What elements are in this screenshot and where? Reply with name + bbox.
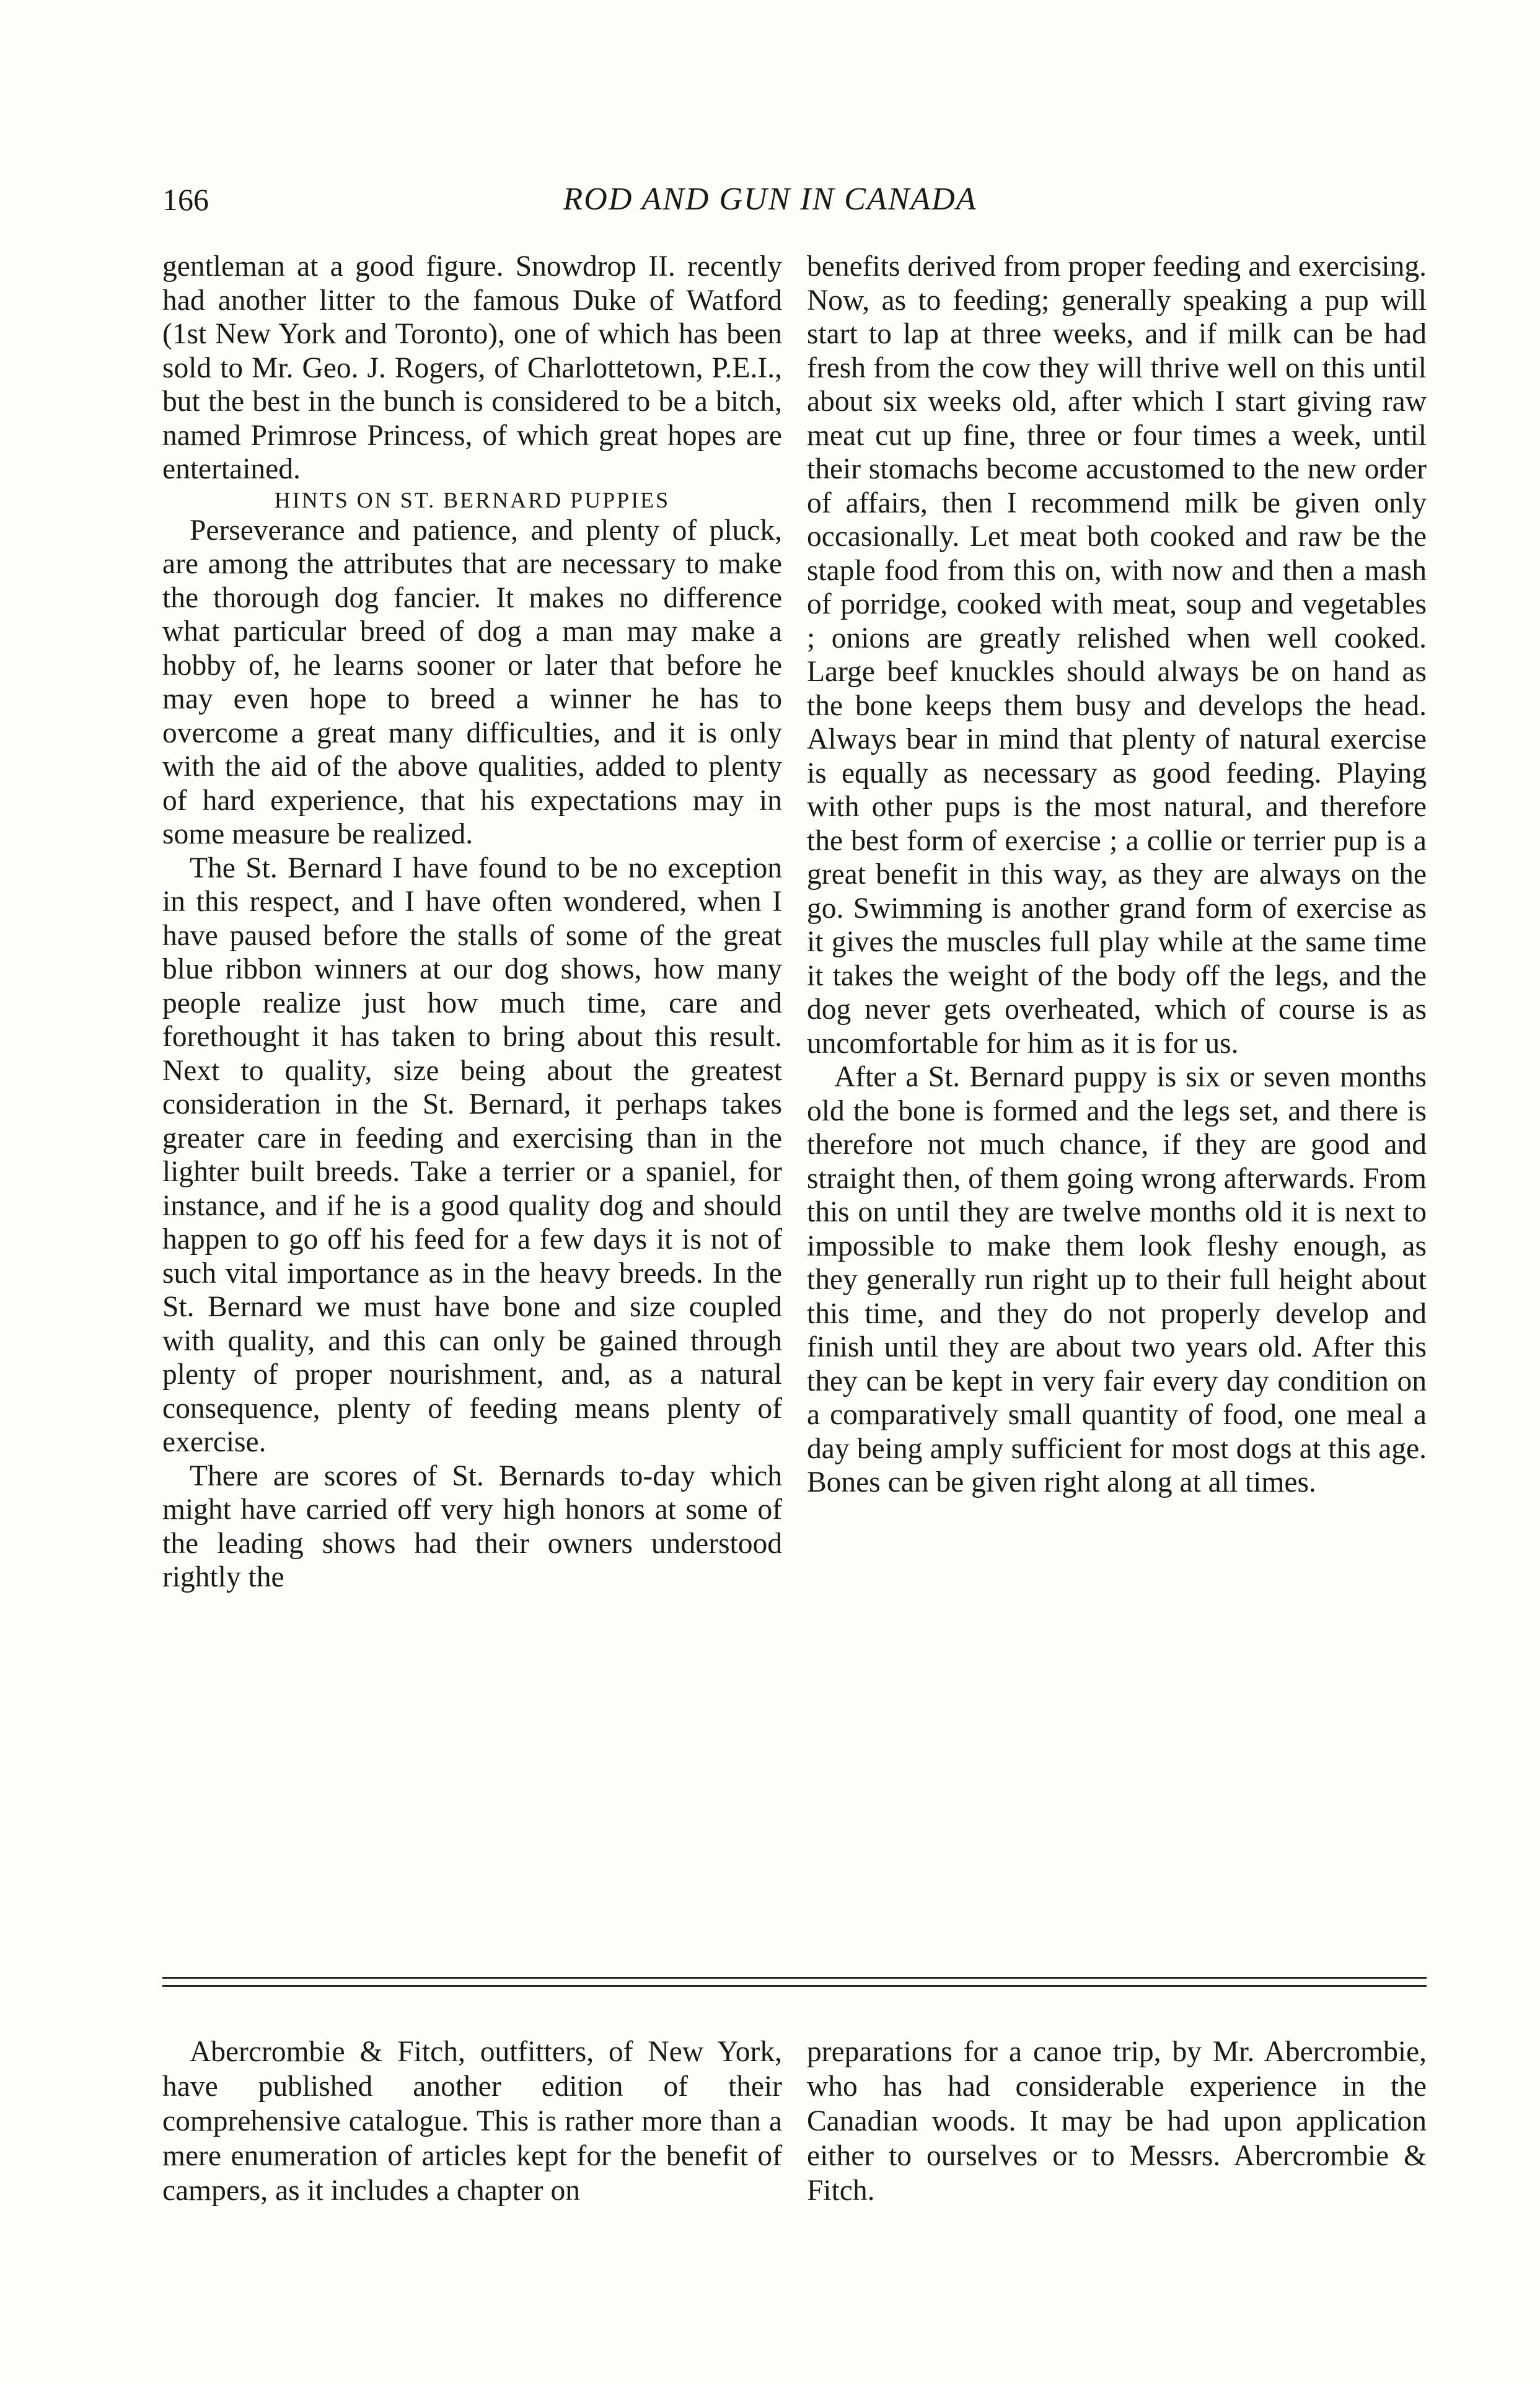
- notice-paragraph: Abercrombie & Fitch, outfitters, of New York, have published another edition of their comprehensive catalogue. This is rather more than a mere enumeration of articles kept for the benefit of campers, as it includes a chapter on: [162, 2036, 782, 2207]
- right-column: [807, 250, 1427, 1500]
- paragraph: The St. Bernard I have found to be no exception in this respect, and I have often wondered, when I have paused before the stalls of some of the great blue ribbon winners at our dog shows, how many people realize just how much time, care and forethought it has taken to bring about this result. Next to quality, size being about the greatest consideration in the St. Bernard, it perhaps takes greater care in feeding and exercising than in the lighter built breeds. Take a terrier or a spaniel, for instance, and if he is a good quality dog and should happen to go off his feed for a few days it is not of such vital importance as in the heavy breeds. In the St. Bernard we must have bone and size coupled with quality, and this can only be gained through plenty of proper nourishment, and, as a natural consequence, plenty of feeding means plenty of exercise.: [162, 851, 782, 1458]
- notice-left-column: [162, 2034, 782, 2208]
- divider-rule: [162, 1977, 1427, 1979]
- notice-right-column: [807, 2034, 1427, 2208]
- paragraph-continued: gentleman at a good figure. Snowdrop II. recently had another litter to the famous Duke of Watford (1st New York and Toronto), one of which has been sold to Mr. Geo. J. Rogers, of Charlottetown, P.E.I., but the best in the bunch is considered to be a bitch, named Primrose Princess, of which great hopes are entertained.: [162, 250, 782, 485]
- divider-rule: [162, 1985, 1427, 1987]
- left-column: [162, 250, 782, 1594]
- section-heading: HINTS ON ST. BERNARD PUPPIES: [274, 487, 671, 512]
- page-number: 166: [162, 182, 209, 217]
- running-title: ROD AND GUN IN CANADA: [563, 182, 977, 217]
- paragraph-continued: benefits derived from proper feeding and exercising. Now, as to feeding; generally speaking a pup will start to lap at three weeks, and if milk can be had fresh from the cow they will thrive well on this until about six weeks old, after which I start giving raw meat cut up fine, three or four times a week, until their stomachs become accustomed to the new order of affairs, then I recommend milk be given only occasionally. Let meat both cooked and raw be the staple food from this on, with now and then a mash of porridge, cooked with meat, soup and vegetables ; onions are greatly relished when well cooked. Large beef knuckles should always be on hand as the bone keeps them busy and develops the head. Always bear in mind that plenty of natural exercise is equally as necessary as good feeding. Playing with other pups is the most natural, and therefore the best form of exercise ; a collie or terrier pup is a great benefit in this way, as they are always on the go. Swimming is another grand form of exercise as it gives the muscles full play while at the same time it takes the weight of the body off the legs, and the dog never gets overheated, which of course is as uncomfortable for him as it is for us.: [807, 250, 1427, 1060]
- paragraph: There are scores of St. Bernards to-day which might have carried off very high honors at some of the leading shows had their owners understood rightly the: [162, 1459, 782, 1593]
- paragraph: After a St. Bernard puppy is six or seven months old the bone is formed and the legs set, and there is therefore not much chance, if they are good and straight then, of them going wrong afterwards. From this on until they are twelve months old it is next to impossible to make them look fleshy enough, as they generally run right up to their full height about this time, and they do not properly develop and finish until they are about two years old. After this they can be kept in very fair every day condition on a comparatively small quantity of food, one meal a day being amply sufficient for most dogs at this age. Bones can be given right along at all times.: [807, 1061, 1427, 1498]
- notice-paragraph-continued: preparations for a canoe trip, by Mr. Abercrombie, who has had considerable experience in the Canadian woods. It may be had upon application either to ourselves or to Messrs. Abercrombie & Fitch.: [807, 2036, 1427, 2207]
- paragraph: Perseverance and patience, and plenty of pluck, are among the attributes that are necessary to make the thorough dog fancier. It makes no difference what particular breed of dog a man may make a hobby of, he learns sooner or later that before he may even hope to breed a winner he has to overcome a great many difficulties, and it is only with the aid of the above qualities, added to plenty of hard experience, that his expectations may in some measure be realized.: [162, 514, 782, 850]
